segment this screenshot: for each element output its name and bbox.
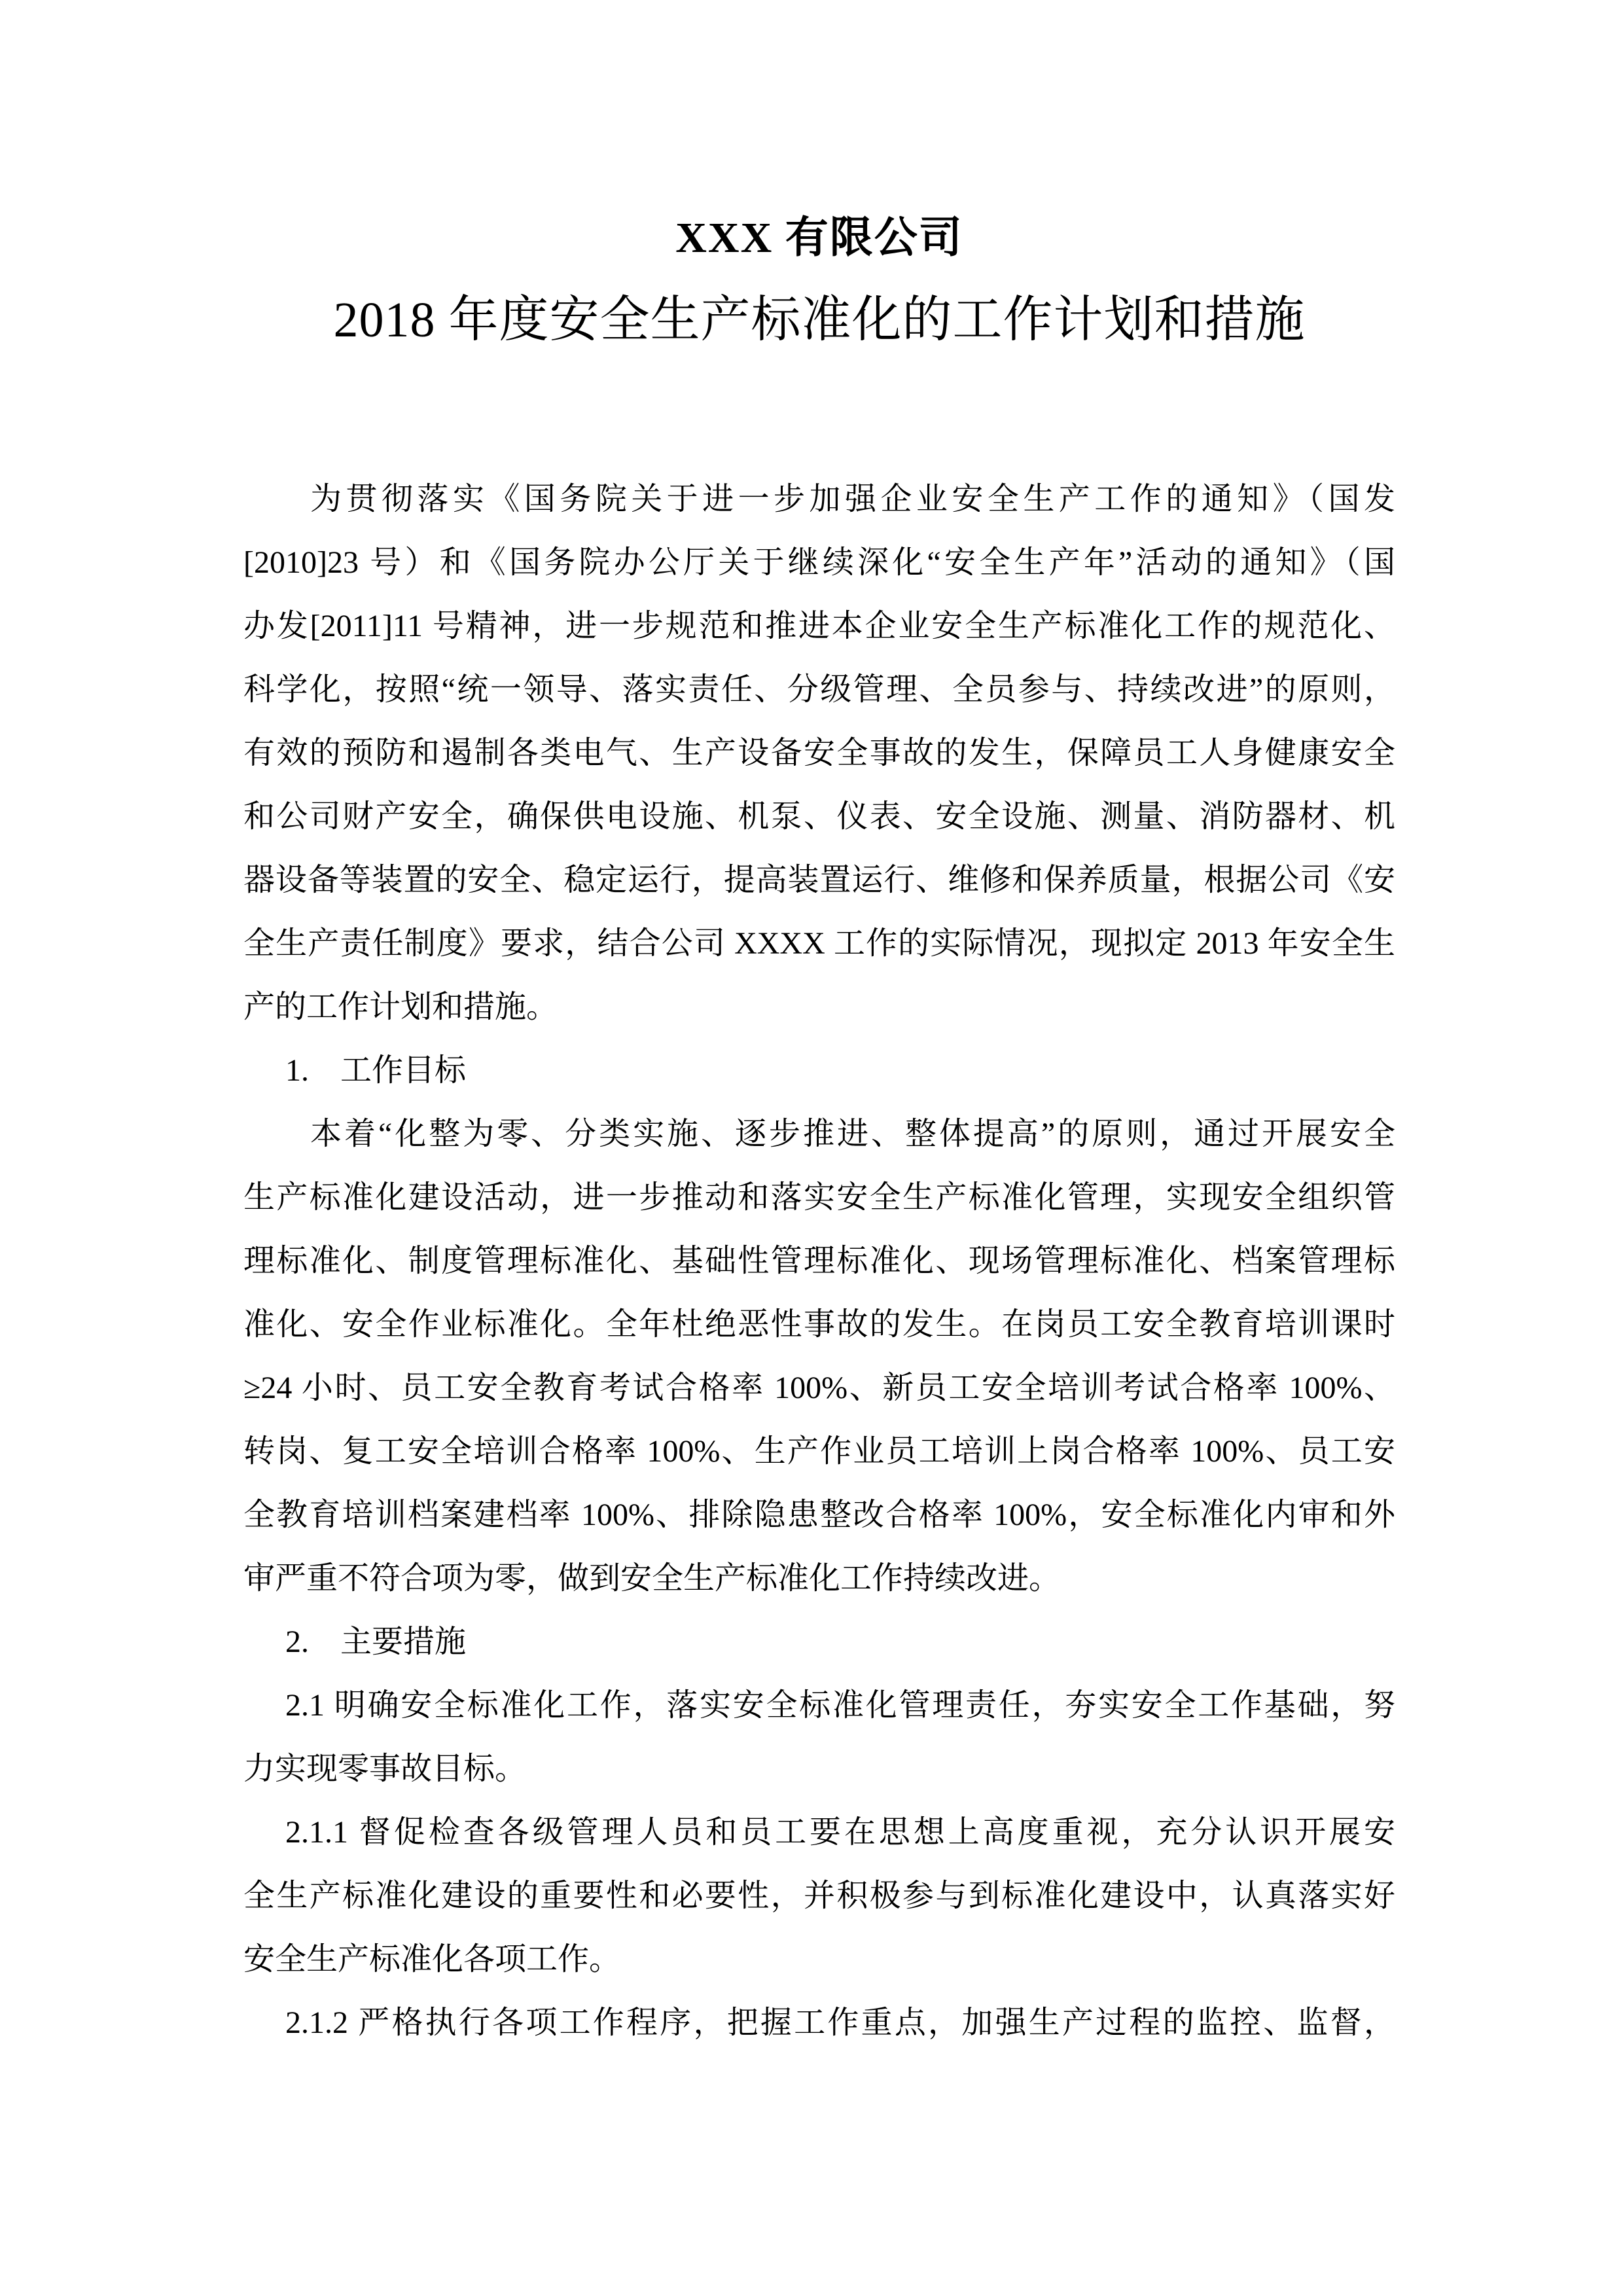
text-line: 本着“化整为零、分类实施、逐步推进、整体提高”的原则，通过开展安全 [310, 1117, 1395, 1151]
text-line: 全教育培训档案建档率 100%、排除隐患整改合格率 100%，安全标准化内审和外 [243, 1498, 1395, 1532]
text-line: 力实现零事故目标。 [243, 1751, 527, 1786]
text-line: 理标准化、制度管理标准化、基础性管理标准化、现场管理标准化、档案管理标 [243, 1244, 1395, 1278]
company-title: XXX 有限公司 [675, 214, 963, 262]
text-line: 全生产标准化建设的重要性和必要性，并积极参与到标准化建设中，认真落实好 [243, 1878, 1395, 1913]
text-line: [2010]23 号）和《国务院办公厅关于继续深化“安全生产年”活动的通知》（国 [243, 545, 1395, 580]
section-heading-line: 1. 工作目标 [285, 1053, 467, 1088]
text-line: 器设备等装置的安全、稳定运行，提高装置运行、维修和保养质量，根据公司《安 [243, 863, 1395, 897]
text-line: 科学化，按照“统一领导、落实责任、分级管理、全员参与、持续改进”的原则， [243, 672, 1395, 707]
document-title: 2018 年度安全生产标准化的工作计划和措施 [333, 293, 1306, 348]
text-line: 和公司财产安全，确保供电设施、机泵、仪表、安全设施、测量、消防器材、机 [243, 799, 1395, 834]
text-line: 生产标准化建设活动，进一步推动和落实安全生产标准化管理，实现安全组织管 [243, 1180, 1395, 1215]
text-line: 为贯彻落实《国务院关于进一步加强企业安全生产工作的通知》（国发 [310, 482, 1395, 516]
document-body [243, 467, 1395, 2054]
text-line: 审严重不符合项为零，做到安全生产标准化工作持续改进。 [243, 1561, 1061, 1596]
text-line: ≥24 小时、员工安全教育考试合格率 100%、新员工安全培训考试合格率 100%、 [243, 1371, 1395, 1405]
text-line: 2.1.1 督促检查各级管理人员和员工要在思想上高度重视，充分认识开展安 [285, 1815, 1395, 1850]
text-line: 产的工作计划和措施。 [243, 990, 558, 1024]
text-line: 2.1.2 严格执行各项工作程序，把握工作重点，加强生产过程的监控、监督， [285, 2005, 1395, 2040]
text-line: 2.1 明确安全标准化工作，落实安全标准化管理责任，夯实安全工作基础，努 [285, 1688, 1395, 1723]
text-line: 准化、安全作业标准化。全年杜绝恶性事故的发生。在岗员工安全教育培训课时 [243, 1307, 1395, 1342]
text-line: 全生产责任制度》要求，结合公司 XXXX 工作的实际情况，现拟定 2013 年安全生 [243, 926, 1395, 961]
text-line: 有效的预防和遏制各类电气、生产设备安全事故的发生，保障员工人身健康安全 [243, 736, 1395, 770]
text-line: 转岗、复工安全培训合格率 100%、生产作业员工培训上岗合格率 100%、员工安 [243, 1434, 1395, 1469]
text-line: 安全生产标准化各项工作。 [243, 1942, 621, 1977]
text-line: 办发[2011]11 号精神，进一步规范和推进本企业安全生产标准化工作的规范化、 [243, 609, 1395, 643]
section-heading-line: 2. 主要措施 [285, 1624, 467, 1659]
